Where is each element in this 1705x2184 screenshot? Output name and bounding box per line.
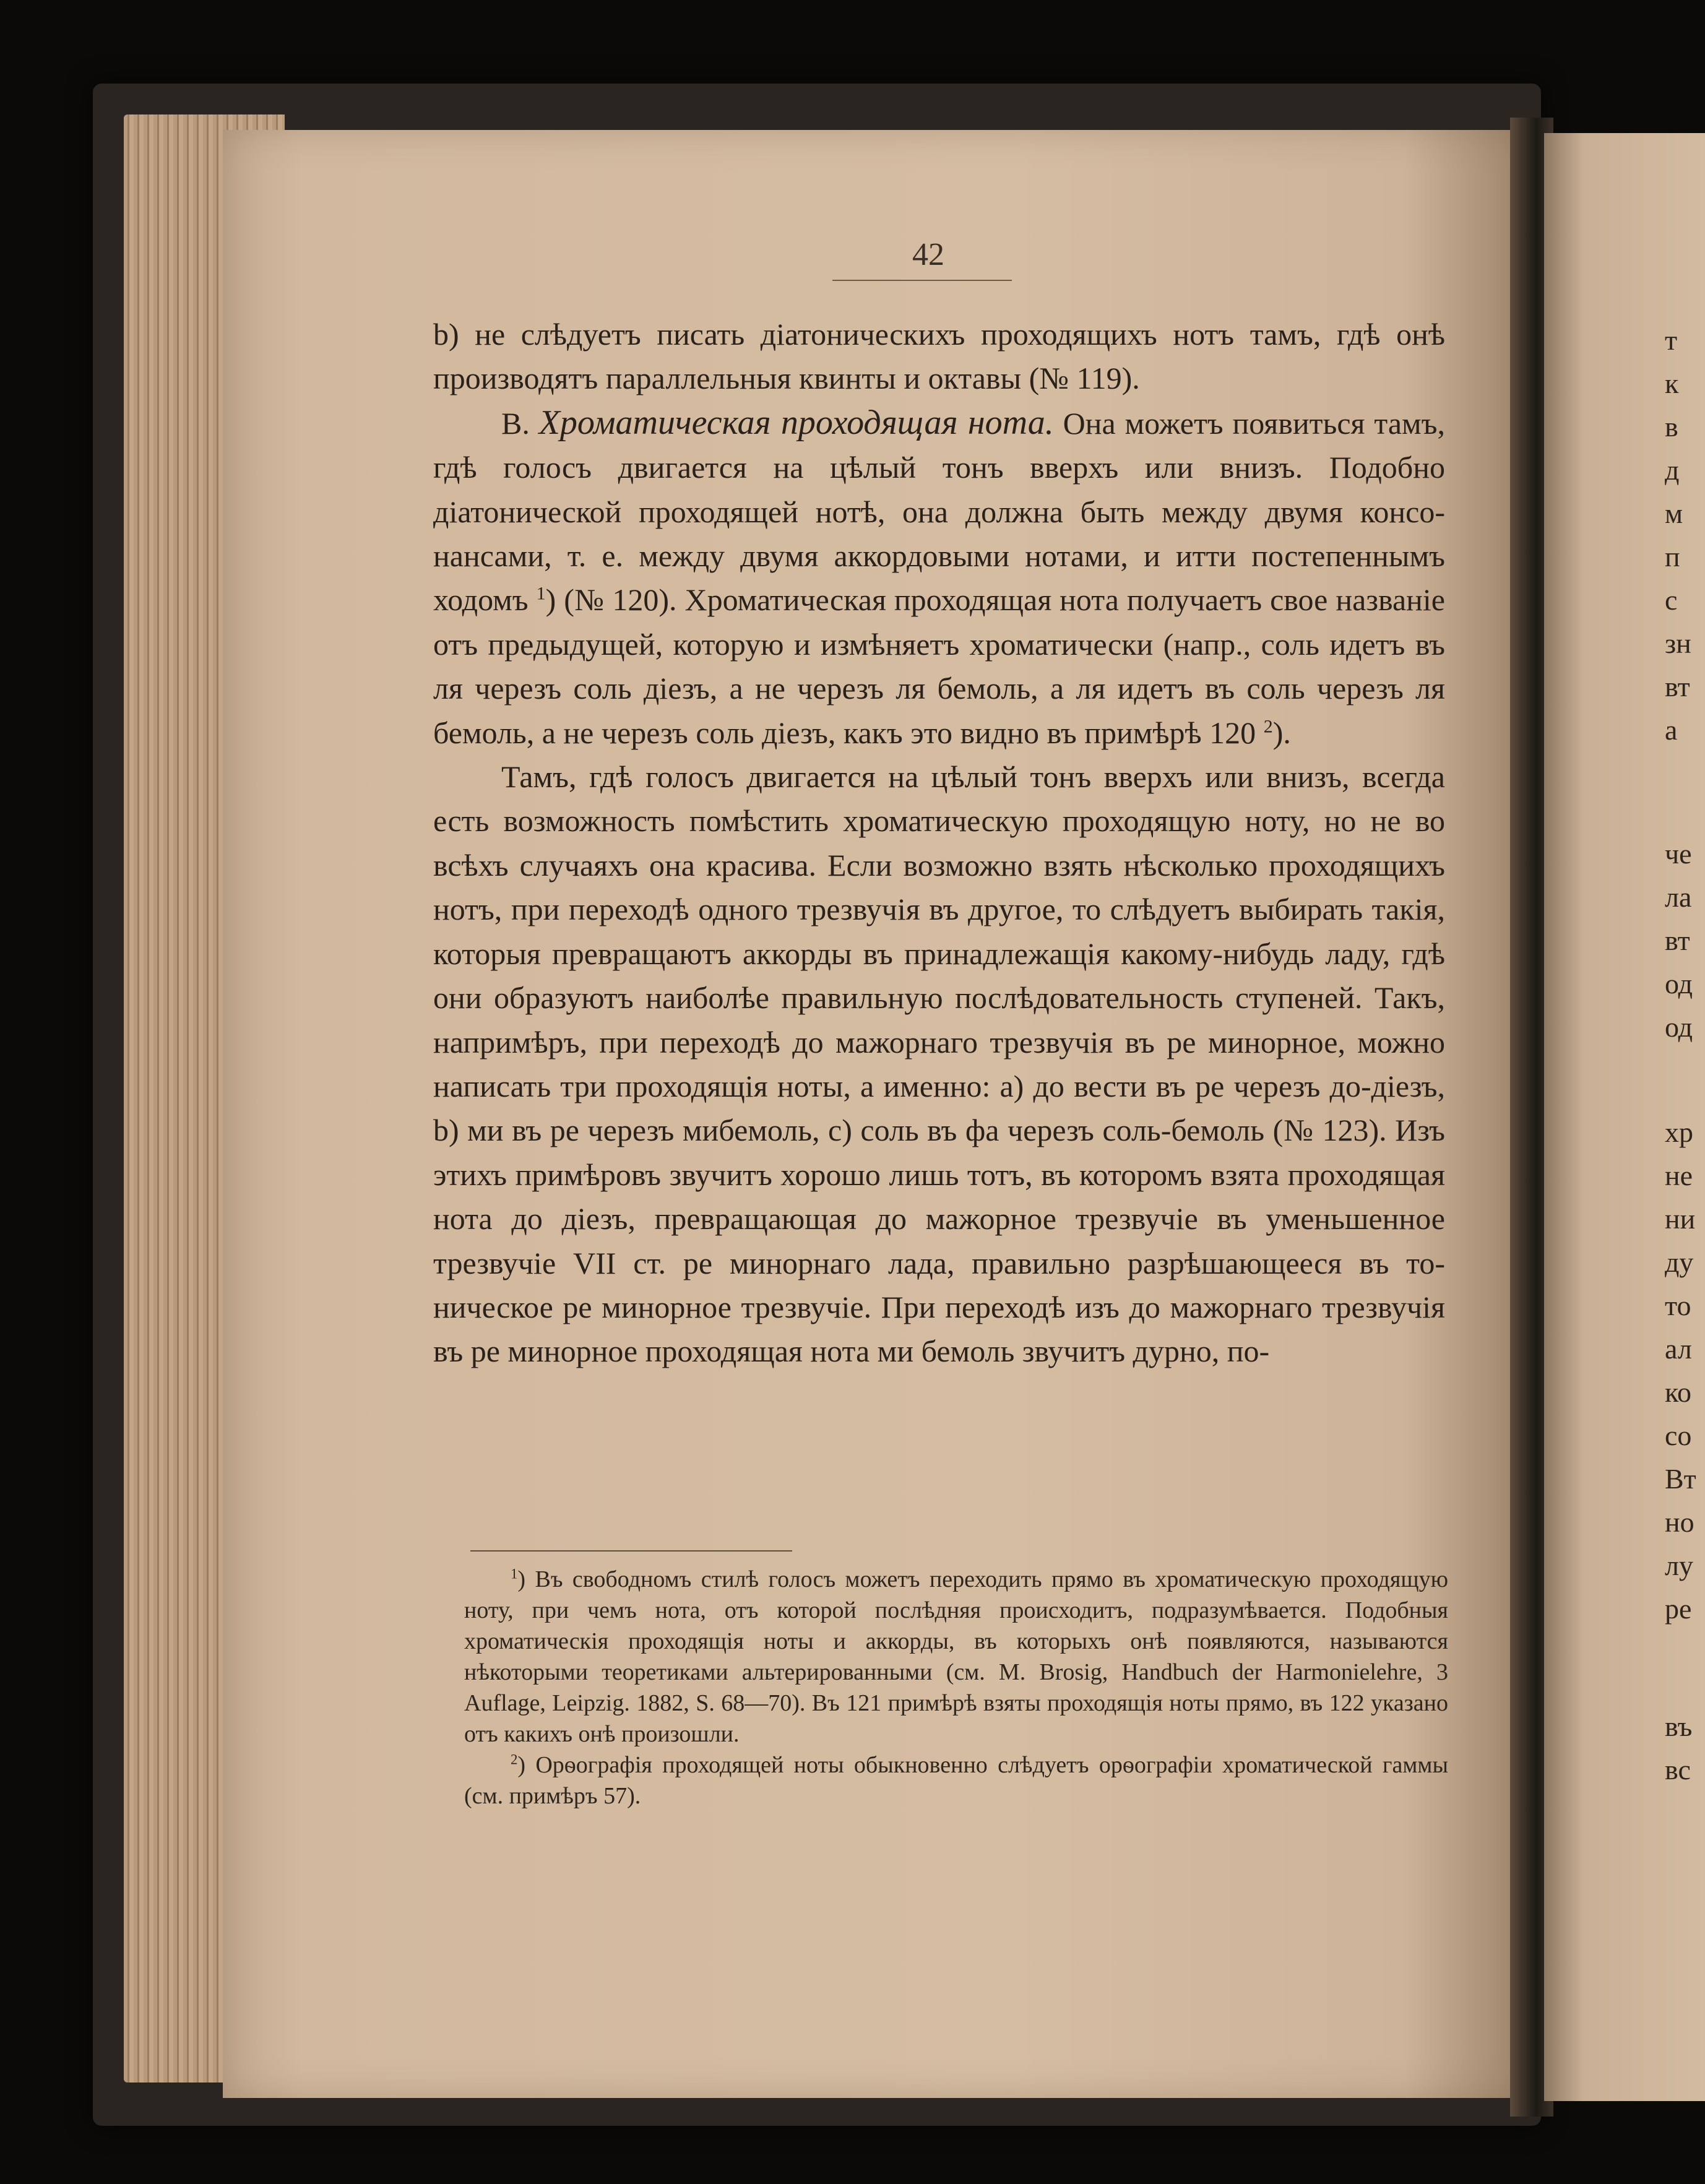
facing-fragment: с — [1665, 584, 1678, 616]
footnote-rule — [470, 1550, 792, 1552]
paragraph-chromatic — [433, 401, 1445, 755]
paragraph-whole-tone: Тамъ, гдѣ голосъ двигается на цѣлый тонъ вверхъ или внизъ, всегда есть возможность помѣстить хроматическую проходящую ноту, но не во всѣхъ случаяхъ она красива. Если возможно взять нѣсколько проходящихъ нотъ, при переходѣ одного трезвучія въ другое, то слѣдуетъ выбирать такія, которыя превращаютъ аккорды въ принадлежащія какому-нибудь ладу, гдѣ они образуютъ наиболѣе правильную послѣдовательность ступеней. Такъ, напримѣръ, при переходѣ до мажорнаго трезвучія въ ре минорное, можно написать три проходящія ноты, а именно: a) до вести въ ре черезъ до-діезъ, b) ми въ ре черезъ мибемоль, c) соль въ фа черезъ соль-бемоль (№ 123). Изъ этихъ примѣровъ звучитъ хорошо лишь тотъ, въ которомъ взята проходящая нота до діезъ, превращающая до мажорное трезвучіе въ уменьшенное трезвучіе VII ст. ре минорнаго лада, правильно разрѣшающееся въ тоническое ре минорное трезвучіе. При переходѣ изъ до мажорнаго трезвучія въ ре минорное проходящая нота ми бемоль звучитъ дурно, по- — [433, 759, 1445, 1369]
facing-fragment: од — [1665, 1011, 1693, 1043]
facing-fragment: Вт — [1665, 1463, 1696, 1495]
facing-fragment: т — [1665, 324, 1678, 356]
footnote-1 — [464, 1564, 1448, 1750]
facing-fragment: не — [1665, 1160, 1693, 1191]
facing-fragment: п — [1665, 541, 1680, 572]
facing-fragment: ла — [1665, 881, 1692, 913]
facing-fragment: од — [1665, 968, 1693, 999]
paragraph-b: b) не слѣдуетъ писать діатоническихъ проходящихъ нотъ тамъ, гдѣ онѣ производятъ параллельныя квинты и октавы (№ 119). — [433, 317, 1445, 396]
facing-fragment: вт — [1665, 671, 1690, 702]
facing-fragment: ду — [1665, 1246, 1694, 1278]
body-text — [433, 313, 1445, 1374]
paragraph-text: ). — [1272, 715, 1291, 750]
facing-fragment: вс — [1665, 1754, 1691, 1785]
facing-fragment: д — [1665, 454, 1680, 486]
footnote-ref: 1 — [536, 583, 546, 604]
facing-fragment: зн — [1665, 628, 1691, 659]
footnote-ref: 2 — [1263, 716, 1273, 736]
facing-fragment: ни — [1665, 1203, 1696, 1235]
facing-fragment: вт — [1665, 925, 1690, 956]
facing-fragment: то — [1665, 1290, 1691, 1321]
facing-fragment: ко — [1665, 1376, 1692, 1408]
facing-fragment: лу — [1665, 1550, 1693, 1581]
footnotes — [464, 1564, 1448, 1811]
footnote-marker: 1 — [511, 1566, 518, 1582]
facing-fragment: че — [1665, 838, 1692, 870]
page-number-rule — [832, 280, 1012, 281]
facing-fragment: в — [1665, 411, 1678, 442]
footnote-2 — [464, 1750, 1448, 1811]
facing-fragment: но — [1665, 1506, 1694, 1538]
facing-fragment: въ — [1665, 1711, 1693, 1742]
facing-fragment: а — [1665, 714, 1678, 746]
facing-fragment: ре — [1665, 1593, 1692, 1625]
facing-fragment: со — [1665, 1420, 1692, 1451]
footnote-text: ) Орѳографія проходящей ноты обыкновенно слѣдуетъ орѳографіи хроматической гаммы (см. примѣръ 57). — [464, 1752, 1448, 1809]
page-number: 42 — [912, 237, 944, 272]
facing-fragment: к — [1665, 368, 1679, 399]
facing-fragment: ал — [1665, 1333, 1692, 1365]
section-letter: В. — [501, 405, 539, 441]
facing-fragment: м — [1665, 498, 1683, 529]
right-page-edge — [1544, 133, 1705, 2101]
footnote-text: ) Въ свободномъ стилѣ голосъ можетъ переходить прямо въ хроматическую проходящую ноту, при чемъ нота, отъ которой послѣдняя происходитъ, подразумѣвается. Подобныя хроматическія проходящія ноты и аккорды, въ которыхъ онѣ появляются, называются нѣкоторыми теоретиками альтерированными (см. M. Brosig, Handbuch der Harmonielehre, 3 Auflage, Leipzig. 1882, S. 68—70). Въ 121 примѣрѣ взяты проходящія ноты прямо, въ 122 указано отъ какихъ онѣ произошли. — [464, 1566, 1448, 1747]
facing-fragment: хр — [1665, 1116, 1693, 1148]
paragraph-text: ) (№ 120). Хроматическая проходящая нота получаетъ свое названіе отъ предыдущей, которую и измѣняетъ хроматически (напр., соль идетъ въ ля черезъ соль діезъ, а не черезъ ля бемоль, а ля идетъ въ соль черезъ ля бемоль, а не черезъ соль діезъ, какъ это видно въ примѣрѣ 120 — [433, 582, 1445, 750]
paragraph-text: Она можетъ появиться тамъ, гдѣ голосъ двигается на цѣлый тонъ вверхъ или внизъ. Подобно діатонической проходящей нотѣ, она должна быть между двумя консонансами, т. е. между двумя аккордовыми нотами, и итти постепеннымъ ходомъ — [433, 405, 1446, 618]
section-title: Хроматическая проходящая нота. — [538, 403, 1054, 442]
footnote-marker: 2 — [511, 1751, 518, 1767]
